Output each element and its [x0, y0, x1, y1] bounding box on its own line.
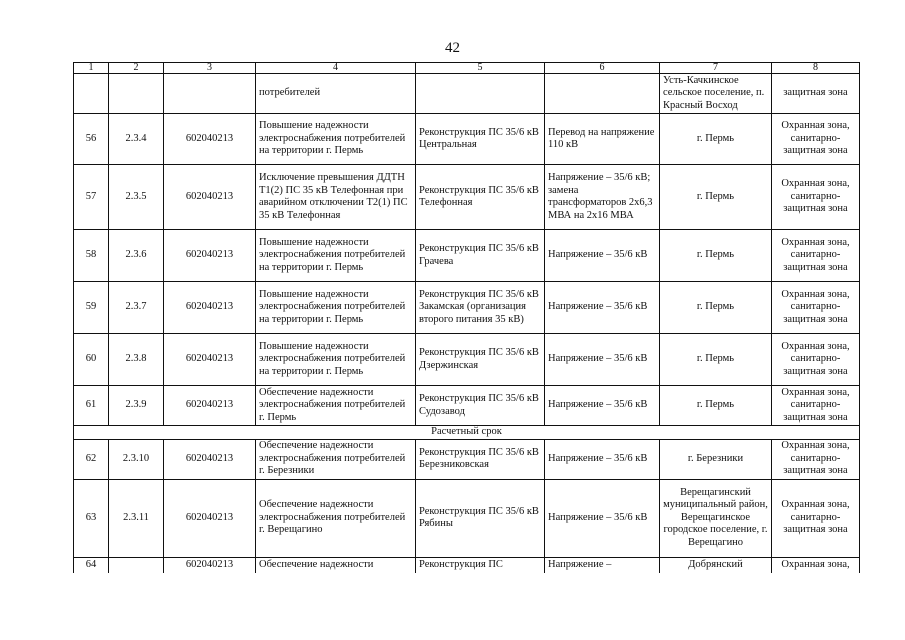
cell-params: Напряжение – 35/6 кВ [545, 479, 660, 557]
cell-num: 64 [74, 557, 109, 573]
table-row [74, 439, 860, 479]
cell-object: Реконструкция ПС 35/6 кВ Центральная [416, 114, 545, 165]
cell-object: Реконструкция ПС 35/6 кВ Грачева [416, 230, 545, 282]
cell-id: 602040213 [164, 439, 256, 479]
cell-num: 61 [74, 386, 109, 426]
cell-id: 602040213 [164, 114, 256, 165]
cell-object: Реконструкция ПС [416, 557, 545, 573]
table-row [74, 334, 860, 386]
table-row [74, 557, 860, 573]
cell-code: 2.3.9 [109, 386, 164, 426]
cell-purpose: Обеспечение надежности электроснабжения потребителей г. Березники [256, 439, 416, 479]
cell-id: 602040213 [164, 557, 256, 573]
continuation-row [74, 74, 860, 114]
cell-zone: Охранная зона, санитарно-защитная зона [772, 479, 860, 557]
col-number-3: 3 [164, 63, 256, 74]
cell-purpose: Обеспечение надежности [256, 557, 416, 573]
cell-location: г. Пермь [660, 334, 772, 386]
table-row [74, 230, 860, 282]
cell-location: Добрянский [660, 557, 772, 573]
table-row [74, 165, 860, 230]
section-title: Расчетный срок [74, 426, 860, 440]
cell-object: Реконструкция ПС 35/6 кВ Дзержинская [416, 334, 545, 386]
cell-location: г. Березники [660, 439, 772, 479]
cell-id: 602040213 [164, 165, 256, 230]
cell-location: г. Пермь [660, 165, 772, 230]
cell-code: 2.3.11 [109, 479, 164, 557]
cell-num: 63 [74, 479, 109, 557]
cell-num: 56 [74, 114, 109, 165]
cell-purpose: Обеспечение надежности электроснабжения потребителей г. Верещагино [256, 479, 416, 557]
cell-object: Реконструкция ПС 35/6 кВ Березниковская [416, 439, 545, 479]
col-number-8: 8 [772, 63, 860, 74]
cell-num: 57 [74, 165, 109, 230]
cell-location: г. Пермь [660, 114, 772, 165]
cell-purpose: Повышение надежности электроснабжения потребителей на территории г. Пермь [256, 230, 416, 282]
cell-code: 2.3.8 [109, 334, 164, 386]
col-number-1: 1 [74, 63, 109, 74]
cell-purpose: Повышение надежности электроснабжения потребителей на территории г. Пермь [256, 334, 416, 386]
cell-params: Напряжение – 35/6 кВ [545, 386, 660, 426]
cell-purpose: потребителей [256, 74, 416, 114]
cell-location: Усть-Качкинское сельское поселение, п. Красный Восход [660, 74, 772, 114]
cell-params: Напряжение – 35/6 кВ [545, 282, 660, 334]
cell-object: Реконструкция ПС 35/6 кВ Телефонная [416, 165, 545, 230]
cell-code: 2.3.10 [109, 439, 164, 479]
table-row [74, 386, 860, 426]
cell-params: Напряжение – [545, 557, 660, 573]
section-row [74, 426, 860, 440]
cell-zone: Охранная зона, [772, 557, 860, 573]
column-number-row [74, 63, 860, 74]
col-number-7: 7 [660, 63, 772, 74]
cell-zone: Охранная зона, санитарно-защитная зона [772, 230, 860, 282]
cell-code: 2.3.6 [109, 230, 164, 282]
cell-object: Реконструкция ПС 35/6 кВ Закамская (организация второго питания 35 кВ) [416, 282, 545, 334]
cell-location: г. Пермь [660, 230, 772, 282]
cell-id: 602040213 [164, 334, 256, 386]
cell-zone: Охранная зона, санитарно-защитная зона [772, 439, 860, 479]
cell-params: Напряжение – 35/6 кВ; замена трансформаторов 2х6,3 МВА на 2х16 МВА [545, 165, 660, 230]
cell-code [109, 557, 164, 573]
cell-num: 62 [74, 439, 109, 479]
cell-zone: Охранная зона, санитарно-защитная зона [772, 282, 860, 334]
cell-purpose: Повышение надежности электроснабжения потребителей на территории г. Пермь [256, 282, 416, 334]
cell-params: Напряжение – 35/6 кВ [545, 334, 660, 386]
cell-zone: Охранная зона, санитарно-защитная зона [772, 114, 860, 165]
table-row [74, 282, 860, 334]
cell-code: 2.3.5 [109, 165, 164, 230]
cell-params: Перевод на напряжение 110 кВ [545, 114, 660, 165]
cell-location: г. Пермь [660, 386, 772, 426]
cell-purpose: Обеспечение надежности электроснабжения потребителей г. Пермь [256, 386, 416, 426]
cell-id: 602040213 [164, 230, 256, 282]
cell-params: Напряжение – 35/6 кВ [545, 230, 660, 282]
table-row [74, 479, 860, 557]
cell-id: 602040213 [164, 282, 256, 334]
col-number-5: 5 [416, 63, 545, 74]
col-number-2: 2 [109, 63, 164, 74]
cell-location: г. Пермь [660, 282, 772, 334]
cell-id: 602040213 [164, 479, 256, 557]
cell-location: Верещагинский муниципальный район, Верещагинское городское поселение, г. Верещагино [660, 479, 772, 557]
cell-object: Реконструкция ПС 35/6 кВ Судозавод [416, 386, 545, 426]
cell-id: 602040213 [164, 386, 256, 426]
cell-object: Реконструкция ПС 35/6 кВ Рябины [416, 479, 545, 557]
col-number-6: 6 [545, 63, 660, 74]
cell-code: 2.3.7 [109, 282, 164, 334]
col-number-4: 4 [256, 63, 416, 74]
cell-zone: Охранная зона, санитарно-защитная зона [772, 334, 860, 386]
cell-zone: Охранная зона, санитарно-защитная зона [772, 386, 860, 426]
cell-zone: защитная зона [772, 74, 860, 114]
cell-num: 59 [74, 282, 109, 334]
cell-purpose: Исключение превышения ДДТН Т1(2) ПС 35 кВ Телефонная при аварийном отключении Т2(1) ПС 35 кВ Телефонная [256, 165, 416, 230]
cell-zone: Охранная зона, санитарно-защитная зона [772, 165, 860, 230]
cell-num: 58 [74, 230, 109, 282]
cell-params: Напряжение – 35/6 кВ [545, 439, 660, 479]
table-row [74, 114, 860, 165]
cell-num: 60 [74, 334, 109, 386]
cell-purpose: Повышение надежности электроснабжения потребителей на территории г. Пермь [256, 114, 416, 165]
projects-table [73, 62, 860, 573]
page-number: 42 [445, 40, 460, 56]
cell-code: 2.3.4 [109, 114, 164, 165]
